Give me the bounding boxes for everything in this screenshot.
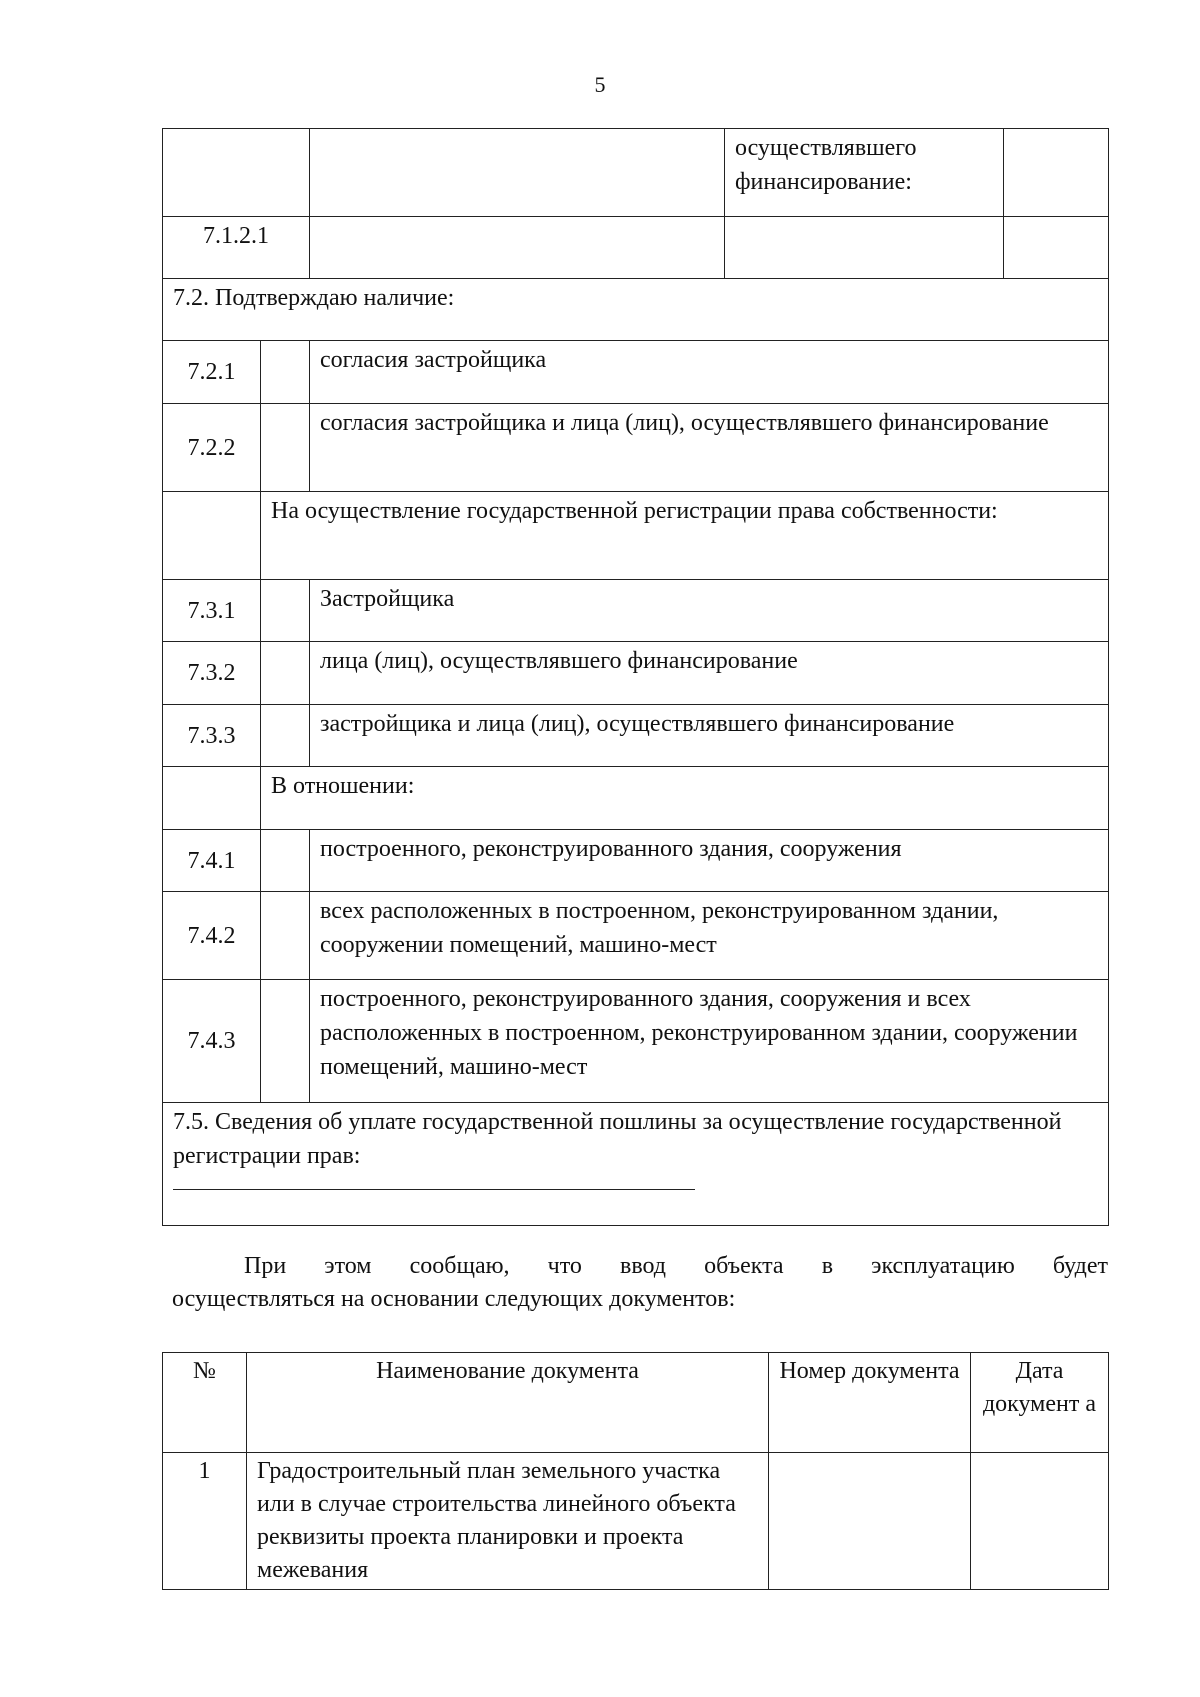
row-text-cell: [310, 892, 1109, 980]
row-number: 7.3.1: [163, 580, 261, 642]
table-cell-empty: [1004, 129, 1109, 217]
row-text-cell: [310, 830, 1109, 892]
row-number: 7.1.2.1: [163, 217, 310, 279]
checkbox-cell[interactable]: [261, 642, 310, 705]
doc-row-number[interactable]: [769, 1453, 971, 1590]
table-row: [163, 492, 1109, 580]
row-text: построенного, реконструированного здания, сооружения: [320, 836, 902, 862]
header-doc-number: Номер документа: [769, 1353, 971, 1453]
intro-paragraph: [172, 1250, 1108, 1316]
section-title: На осуществление государственной регистрации права собственности:: [271, 498, 998, 524]
row-text-cell: [310, 341, 1109, 404]
table-cell-empty: [1004, 217, 1109, 279]
table-cell-empty: [163, 129, 310, 217]
header-num: №: [163, 1353, 247, 1453]
paragraph-line: При этом сообщаю, что ввод объекта в эксплуатацию будет: [244, 1253, 1108, 1279]
checkbox-cell[interactable]: [261, 980, 310, 1103]
table-row: [163, 980, 1109, 1103]
row-number: 7.2.2: [163, 404, 261, 492]
table-cell-empty: [310, 217, 725, 279]
section-title-cell: [261, 767, 1109, 830]
table-cell-empty: [725, 217, 1004, 279]
table-header-row: [163, 1353, 1109, 1453]
section-title-cell: [163, 1103, 1109, 1226]
checkbox-cell[interactable]: [261, 705, 310, 767]
table-row: [163, 279, 1109, 341]
row-text: Застройщика: [320, 586, 455, 612]
doc-row-date[interactable]: [971, 1453, 1109, 1590]
table-row: [163, 892, 1109, 980]
table-row: [163, 1453, 1109, 1590]
row-text-cell: [310, 980, 1109, 1103]
table-row: [163, 217, 1109, 279]
row-number: 7.4.3: [163, 980, 261, 1103]
cont-header-text: осуществлявшего финансирование:: [735, 135, 917, 195]
cont-header-cell: [725, 129, 1004, 217]
table-row: [163, 1103, 1109, 1226]
section-title: 7.5. Сведения об уплате государственной пошлины за осуществление государственной регистрации прав:: [173, 1109, 1062, 1169]
table-row: [163, 767, 1109, 830]
row-text: согласия застройщика и лица (лиц), осуществлявшего финансирование: [320, 410, 1049, 436]
row-text-cell: [310, 642, 1109, 705]
table-row: [163, 705, 1109, 767]
section-title-cell: [163, 279, 1109, 341]
row-text: согласия застройщика: [320, 347, 547, 373]
row-text: лица (лиц), осуществлявшего финансирование: [320, 648, 798, 674]
checkbox-cell[interactable]: [261, 341, 310, 404]
header-doc-date: Дата документ а: [971, 1353, 1109, 1453]
table-row: [163, 129, 1109, 217]
paragraph-line: осуществляться на основании следующих документов:: [172, 1286, 736, 1312]
table-row: [163, 404, 1109, 492]
row-number: 7.4.1: [163, 830, 261, 892]
doc-row-num: 1: [163, 1453, 247, 1590]
row-text: построенного, реконструированного здания, сооружения и всех расположенных в построенном, реконструированном здании, сооружении помещений, машино-мест: [320, 986, 1078, 1080]
section-title-cell: [261, 492, 1109, 580]
table-row: [163, 642, 1109, 705]
table-cell-empty: [163, 492, 261, 580]
table-cell-empty: [310, 129, 725, 217]
row-number: 7.3.3: [163, 705, 261, 767]
row-text-cell: [310, 404, 1109, 492]
table-cell-empty: [163, 767, 261, 830]
row-number: 7.4.2: [163, 892, 261, 980]
table-row: [163, 580, 1109, 642]
row-number: 7.2.1: [163, 341, 261, 404]
payment-blank-line[interactable]: [173, 1175, 695, 1190]
section-title: 7.2. Подтверждаю наличие:: [173, 285, 455, 311]
doc-row-name: Градостроительный план земельного участка или в случае строительства линейного объекта реквизиты проекта планировки и проекта межевания: [247, 1453, 769, 1590]
checkbox-cell[interactable]: [261, 404, 310, 492]
section-title: В отношении:: [271, 773, 415, 799]
checkbox-cell[interactable]: [261, 892, 310, 980]
row-text-cell: [310, 705, 1109, 767]
header-doc-name: Наименование документа: [247, 1353, 769, 1453]
row-text: застройщика и лица (лиц), осуществлявшего финансирование: [320, 711, 955, 737]
application-section-7-table: [162, 128, 1109, 1226]
page-number: 5: [594, 72, 606, 97]
documents-table: [162, 1352, 1109, 1590]
row-number: 7.3.2: [163, 642, 261, 705]
checkbox-cell[interactable]: [261, 830, 310, 892]
row-text-cell: [310, 580, 1109, 642]
checkbox-cell[interactable]: [261, 580, 310, 642]
table-row: [163, 341, 1109, 404]
table-row: [163, 830, 1109, 892]
row-text: всех расположенных в построенном, реконструированном здании, сооружении помещений, машино-мест: [320, 898, 999, 958]
